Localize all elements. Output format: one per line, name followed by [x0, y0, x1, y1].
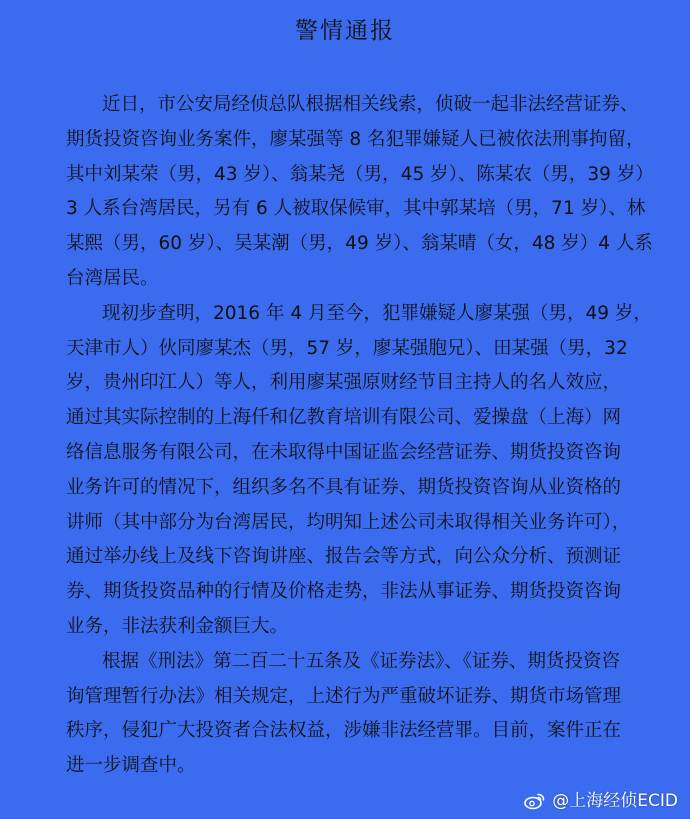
- text-line: 络信息服务有限公司，在未取得中国证监会经营证券、期货投资咨询: [66, 441, 622, 463]
- text-line: 岁，贵州印江人）等人，利用廖某强原财经节目主持人的名人效应，: [66, 372, 622, 394]
- text-line: 其中刘某荣（男，43 岁）、翁某尧（男，45 岁）、陈某农（男，39 岁）: [66, 163, 654, 185]
- text-line: 通过其实际控制的上海仟和亿教育培训有限公司、爱操盘（上海）网: [66, 407, 622, 429]
- text-line: 根据《刑法》第二百二十五条及《证券法》、《证券、期货投资咨: [102, 650, 621, 672]
- weibo-icon: [524, 792, 546, 810]
- text-line: 业务，非法获利金额巨大。: [66, 615, 289, 637]
- text-line: 近日，市公安局经侦总队根据相关线索，侦破一起非法经营证券、: [102, 94, 639, 115]
- document-body: [66, 88, 654, 784]
- text-line: 3 人系台湾居民，另有 6 人被取保候审，其中郭某培（男，71 岁）、林: [66, 198, 646, 220]
- text-line: 券、期货投资品种的行情及价格走势，非法从事证券、期货投资咨询: [66, 581, 622, 603]
- watermark: [524, 789, 678, 813]
- text-line: 台湾居民。: [66, 267, 159, 289]
- page-title: 警情通报: [295, 18, 395, 44]
- text-line: 询管理暂行办法》相关规定，上述行为严重破坏证券、期货市场管理: [66, 685, 622, 707]
- text-line: 通过举办线上及线下咨询讲座、报告会等方式，向公众分析、预测证: [66, 546, 622, 568]
- text-line: 讲师（其中部分为台湾居民，均明知上述公司未取得相关业务许可），: [66, 511, 631, 533]
- text-line: 现初步查明，2016 年 4 月至今，犯罪嫌疑人廖某强（男，49 岁，: [102, 302, 652, 324]
- text-line: 期货投资咨询业务案件，廖某强等 8 名犯罪嫌疑人已被依法刑事拘留，: [66, 128, 645, 150]
- text-line: 进一步调查中。: [66, 755, 196, 777]
- text-line: 天津市人）伙同廖某杰（男，57 岁，廖某强胞兄）、田某强（男，32: [66, 337, 628, 359]
- text-line: 秩序，侵犯广大投资者合法权益，涉嫌非法经营罪。目前，案件正在: [66, 720, 622, 742]
- text-line: 某熙（男，60 岁）、吴某潮（男，49 岁）、翁某晴（女，48 岁）4 人系: [66, 233, 653, 255]
- text-line: 业务许可的情况下，组织多名不具有证券、期货投资咨询从业资格的: [66, 476, 622, 498]
- watermark-text: @上海经侦ECID: [552, 791, 678, 811]
